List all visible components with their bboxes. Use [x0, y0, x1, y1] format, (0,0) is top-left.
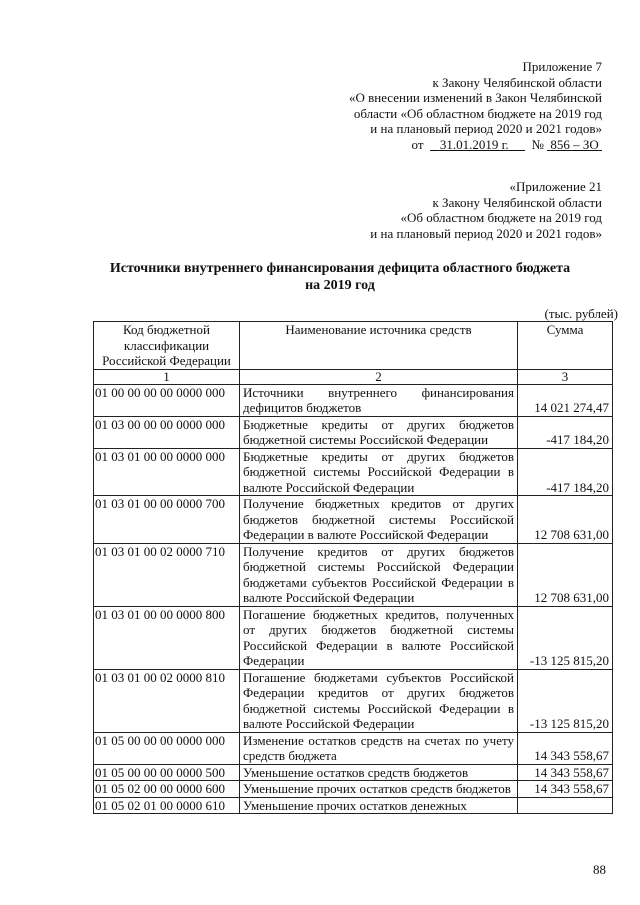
header-sum: Сумма — [518, 322, 613, 370]
column-number: 1 — [94, 369, 240, 384]
amount-cell: 12 708 631,00 — [518, 543, 613, 606]
source-name-cell: Получение кредитов от других бюджетов бюджетной системы Российской Федерации бюджетами субъектов Российской Федерации в валюте Российской Федерации — [240, 543, 518, 606]
appendix-header-new — [349, 59, 602, 152]
amount-cell: 12 708 631,00 — [518, 496, 613, 544]
title-line: на 2019 год — [305, 278, 375, 293]
budget-code-cell: 01 00 00 00 00 0000 000 — [94, 384, 240, 416]
financing-sources-table — [93, 321, 613, 814]
appendix-header-old — [370, 179, 602, 241]
table-row — [94, 781, 613, 798]
document-title — [60, 260, 620, 294]
amount-cell: 14 343 558,67 — [518, 732, 613, 764]
column-number: 2 — [240, 369, 518, 384]
law-number: 856 – ЗО — [550, 136, 599, 152]
source-name-cell: Получение бюджетных кредитов от других бюджетов бюджетной системы Российской Федерации в валюте Российской Федерации — [240, 496, 518, 544]
budget-code-cell: 01 05 00 00 00 0000 000 — [94, 732, 240, 764]
column-number: 3 — [518, 369, 613, 384]
budget-code-cell: 01 03 01 00 02 0000 810 — [94, 669, 240, 732]
page-number: 88 — [593, 862, 606, 877]
table-row — [94, 669, 613, 732]
title-line: Источники внутреннего финансирования дефицита областного бюджета — [109, 261, 571, 276]
law-date: 31.01.2019 г. — [439, 136, 509, 152]
amount-cell: -13 125 815,20 — [518, 669, 613, 732]
table-row — [94, 384, 613, 416]
source-name-cell: Источники внутреннего финансирования дефицитов бюджетов — [240, 384, 518, 416]
appendix-line: Приложение 7 — [522, 59, 602, 74]
amount-cell: 14 343 558,67 — [518, 781, 613, 798]
header-name: Наименование источника средств — [240, 322, 518, 370]
amount-cell: -13 125 815,20 — [518, 606, 613, 669]
budget-code-cell: 01 03 01 00 00 0000 700 — [94, 496, 240, 544]
amount-cell: 14 343 558,67 — [518, 764, 613, 781]
appendix-line: «Приложение 21 — [509, 179, 602, 194]
table-row — [94, 496, 613, 544]
table-row — [94, 543, 613, 606]
appendix-line: к Закону Челябинской области — [432, 194, 602, 210]
source-name-cell: Уменьшение остатков средств бюджетов — [240, 764, 518, 781]
budget-code-cell: 01 03 01 00 00 0000 000 — [94, 448, 240, 496]
units-label: (тыс. рублей) — [544, 306, 618, 321]
appendix-line: области «Об областном бюджете на 2019 год — [353, 105, 602, 121]
amount-cell: -417 184,20 — [518, 416, 613, 448]
budget-code-cell: 01 05 02 01 00 0000 610 — [94, 797, 240, 814]
table-header-row — [94, 322, 613, 370]
budget-code-cell: 01 03 01 00 02 0000 710 — [94, 543, 240, 606]
table-row — [94, 606, 613, 669]
column-number-row — [94, 369, 613, 384]
appendix-line: и на плановый период 2020 и 2021 годов» — [370, 121, 602, 136]
table-row — [94, 448, 613, 496]
source-name-cell: Изменение остатков средств на счетах по учету средств бюджета — [240, 732, 518, 764]
header-code: Код бюджетной классификации Российской Федерации — [94, 322, 240, 370]
appendix-line: к Закону Челябинской области — [432, 74, 602, 90]
table-row — [94, 732, 613, 764]
source-name-cell: Погашение бюджетами субъектов Российской Федерации кредитов от других бюджетов бюджетной системы Российской Федерации в валюте Российской Федерации — [240, 669, 518, 732]
budget-code-cell: 01 05 00 00 00 0000 500 — [94, 764, 240, 781]
appendix-line: «Об областном бюджете на 2019 год — [400, 210, 602, 225]
budget-code-cell: 01 03 00 00 00 0000 000 — [94, 416, 240, 448]
amount-cell — [518, 797, 613, 814]
appendix-line: «О внесении изменений в Закон Челябинской — [348, 90, 602, 105]
source-name-cell: Бюджетные кредиты от других бюджетов бюджетной системы Российской Федерации в валюте Российской Федерации — [240, 448, 518, 496]
budget-code-cell: 01 03 01 00 00 0000 800 — [94, 606, 240, 669]
table-row — [94, 764, 613, 781]
budget-code-cell: 01 05 02 00 00 0000 600 — [94, 781, 240, 798]
appendix-date-line — [349, 137, 602, 153]
table-row — [94, 416, 613, 448]
table-row — [94, 797, 613, 814]
appendix-line: и на плановый период 2020 и 2021 годов» — [370, 225, 602, 241]
source-name-cell: Погашение бюджетных кредитов, полученных от других бюджетов бюджетной системы Российской Федерации в валюте Российской Федерации — [240, 606, 518, 669]
source-name-cell: Уменьшение прочих остатков денежных — [240, 797, 518, 814]
date-prefix: от — [411, 136, 424, 152]
amount-cell: 14 021 274,47 — [518, 384, 613, 416]
source-name-cell: Уменьшение прочих остатков средств бюджетов — [240, 781, 518, 798]
amount-cell: -417 184,20 — [518, 448, 613, 496]
source-name-cell: Бюджетные кредиты от других бюджетов бюджетной системы Российской Федерации — [240, 416, 518, 448]
number-prefix: № — [531, 136, 544, 152]
